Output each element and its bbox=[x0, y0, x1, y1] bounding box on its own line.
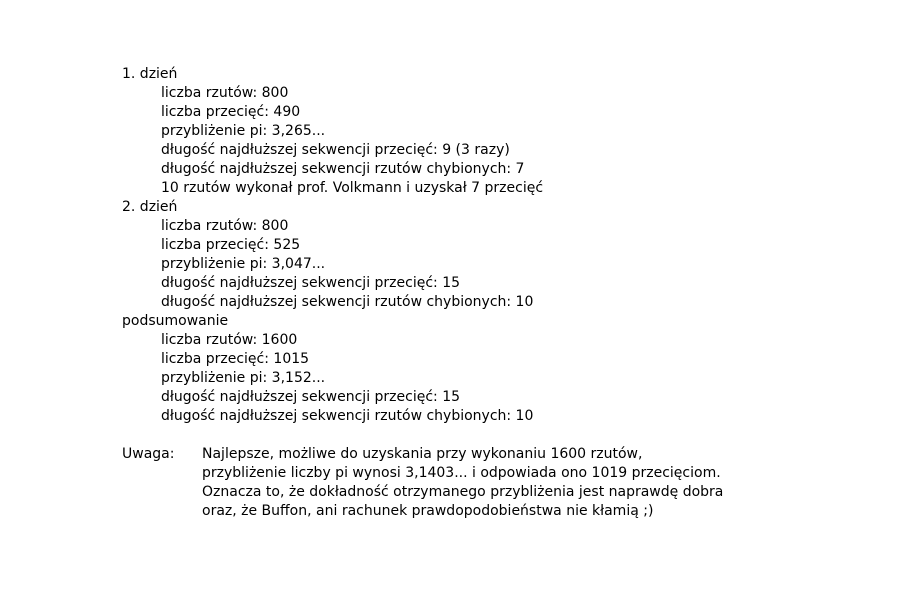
list-item: liczba przecięć: 490 bbox=[161, 104, 301, 120]
list-item: przybliżenie pi: 3,047... bbox=[161, 256, 326, 272]
list-item: przybliżenie pi: 3,152... bbox=[161, 370, 326, 386]
list-item: liczba przecięć: 525 bbox=[161, 237, 301, 253]
spacer bbox=[122, 426, 882, 445]
section-summary bbox=[122, 312, 882, 426]
list-item: długość najdłuższej sekwencji rzutów chybionych: 10 bbox=[161, 408, 534, 424]
note-line: przybliżenie liczby pi wynosi 3,1403... i odpowiada ono 1019 przecięciom. bbox=[202, 465, 721, 481]
note-body bbox=[202, 445, 723, 521]
list-item: liczba rzutów: 800 bbox=[161, 85, 289, 101]
list-item: liczba rzutów: 1600 bbox=[161, 332, 298, 348]
note-line: Najlepsze, możliwe do uzyskania przy wykonaniu 1600 rzutów, bbox=[202, 446, 643, 462]
list-item: długość najdłuższej sekwencji przecięć: 9 (3 razy) bbox=[161, 142, 510, 158]
section-title: 2. dzień bbox=[122, 199, 178, 215]
note-label: Uwaga: bbox=[122, 446, 175, 462]
list-item: przybliżenie pi: 3,265... bbox=[161, 123, 326, 139]
document bbox=[122, 65, 882, 521]
list-item: długość najdłuższej sekwencji przecięć: 15 bbox=[161, 275, 461, 291]
list-item: liczba rzutów: 800 bbox=[161, 218, 289, 234]
note-line: oraz, że Buffon, ani rachunek prawdopodobieństwa nie kłamią ;) bbox=[202, 503, 654, 519]
list-item: 10 rzutów wykonał prof. Volkmann i uzyskał 7 przecięć bbox=[161, 180, 544, 196]
list-item: długość najdłuższej sekwencji przecięć: 15 bbox=[161, 389, 461, 405]
list-item: długość najdłuższej sekwencji rzutów chybionych: 10 bbox=[161, 294, 534, 310]
note bbox=[122, 445, 882, 521]
section-day-2 bbox=[122, 198, 882, 312]
section-title: 1. dzień bbox=[122, 66, 178, 82]
section-day-1 bbox=[122, 65, 882, 198]
list-item: długość najdłuższej sekwencji rzutów chybionych: 7 bbox=[161, 161, 525, 177]
section-title: podsumowanie bbox=[122, 313, 229, 329]
list-item: liczba przecięć: 1015 bbox=[161, 351, 310, 367]
note-line: Oznacza to, że dokładność otrzymanego przybliżenia jest naprawdę dobra bbox=[202, 484, 724, 500]
